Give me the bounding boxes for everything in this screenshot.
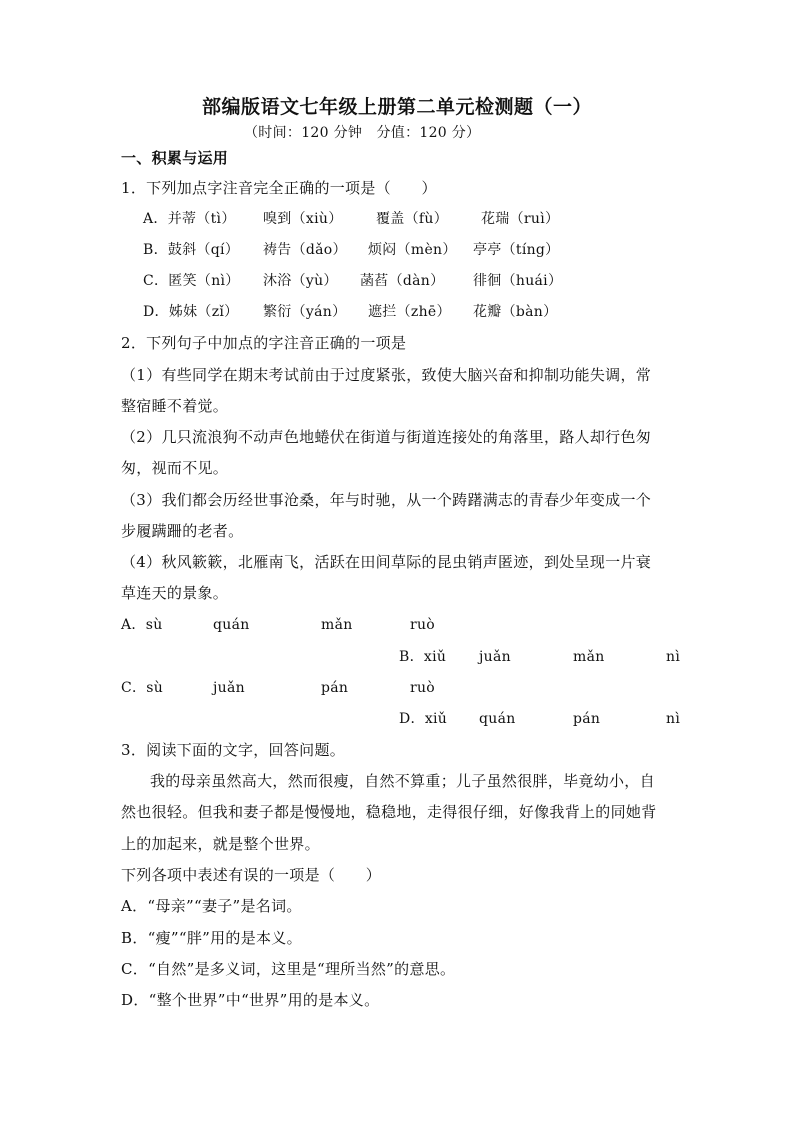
q3-passage-line-2: 然也很轻。但我和妻子都是慢慢地，稳稳地，走得很仔细，好像我背上的同她背 [121, 803, 657, 821]
q2-sentence-2-line-2: 匆，视而不见。 [121, 459, 229, 477]
q2-option-b-1: B．xiǔ [399, 649, 447, 665]
q2-stem: 2．下列句子中加点的字注音正确的一项是 [121, 334, 407, 352]
q3-option-b: B．“瘦”“胖”用的是本义。 [121, 929, 302, 947]
q2-option-c-3: pán [321, 680, 349, 696]
q3-option-a: A．“母亲”“妻子”是名词。 [121, 897, 302, 915]
q1-option-a-2: 嗅到（xiù） [263, 211, 343, 227]
q1-option-c-4: 徘徊（huái） [473, 273, 563, 289]
q2-sentence-3-line-1: （3）我们都会历经世事沧桑，年与时驰，从一个踌躇满志的青春少年变成一个 [121, 491, 652, 509]
q2-sentence-4-line-2: 草连天的景象。 [121, 584, 229, 602]
q3-option-d: D．“整个世界”中“世界”用的是本义。 [121, 991, 380, 1009]
q1-option-a-4: 花瑞（ruì） [481, 211, 560, 227]
q2-option-c-4: ruò [410, 680, 436, 696]
q2-option-d-2: quán [479, 711, 516, 727]
q2-option-c-1: C．sù [121, 680, 164, 696]
q2-sentence-1-line-1: （1）有些同学在期末考试前由于过度紧张，致使大脑兴奋和抑制功能失调，常 [121, 366, 652, 384]
section-heading: 一、积累与运用 [121, 149, 229, 167]
q2-option-b-3: mǎn [573, 649, 605, 665]
q1-option-b-3: 烦闷（mèn） [368, 242, 457, 258]
q1-option-d-3: 遮拦（zhē） [368, 304, 451, 320]
q2-option-d-4: nì [666, 711, 681, 727]
q1-option-b-2: 祷告（dǎo） [263, 242, 347, 258]
q2-option-c-2: juǎn [213, 680, 245, 696]
q1-option-d-1: D．姊妹（zǐ） [143, 304, 239, 320]
q1-option-b-4: 亭亭（tíng） [473, 242, 560, 258]
q2-sentence-4-line-1: （4）秋风簌簌，北雁南飞，活跃在田间草际的昆虫销声匿迹，到处呈现一片衰 [121, 553, 652, 571]
q2-option-a-2: quán [213, 617, 250, 633]
q2-sentence-2-line-1: （2）几只流浪狗不动声色地蜷伏在街道与街道连接处的角落里，路人却行色匆 [121, 428, 652, 446]
q1-option-d-2: 繁衍（yán） [263, 304, 347, 320]
q1-option-a-3: 覆盖（fù） [376, 211, 448, 227]
q3-passage-line-1: 我的母亲虽然高大，然而很瘦，自然不算重；儿子虽然很胖，毕竟幼小，自 [150, 772, 655, 790]
q1-option-c-3: 菡萏（dàn） [360, 273, 445, 289]
q1-option-c-1: C．匿笑（nì） [143, 273, 240, 289]
q3-option-c: C．“自然”是多义词，这里是“理所当然”的意思。 [121, 960, 456, 978]
exam-time-score: （时间：120 分钟 分值：120 分） [244, 125, 481, 141]
q2-option-d-3: pán [573, 711, 601, 727]
page-title: 部编版语文七年级上册第二单元检测题（一） [202, 96, 593, 118]
q2-option-a-3: mǎn [321, 617, 353, 633]
q1-option-a-1: A．并蒂（tì） [143, 211, 236, 227]
q2-sentence-3-line-2: 步履蹒跚的老者。 [121, 522, 244, 540]
q2-option-a-4: ruò [410, 617, 436, 633]
q3-question: 下列各项中表述有误的一项是（ ） [121, 866, 382, 884]
q1-stem: 1．下列加点字注音完全正确的一项是（ ） [121, 179, 437, 197]
q2-option-b-4: nì [666, 649, 681, 665]
q2-sentence-1-line-2: 整宿睡不着觉。 [121, 397, 229, 415]
q3-passage-line-3: 上的加起来，就是整个世界。 [121, 835, 320, 853]
q1-option-b-1: B．鼓斜（qí） [143, 242, 240, 258]
q2-option-a-1: A．sù [121, 617, 163, 633]
q2-option-b-2: juǎn [479, 649, 511, 665]
q2-option-d-1: D．xiǔ [399, 711, 448, 727]
q1-option-d-4: 花瓣（bàn） [473, 304, 558, 320]
q1-option-c-2: 沐浴（yù） [263, 273, 338, 289]
q3-stem: 3．阅读下面的文字，回答问题。 [121, 741, 346, 759]
